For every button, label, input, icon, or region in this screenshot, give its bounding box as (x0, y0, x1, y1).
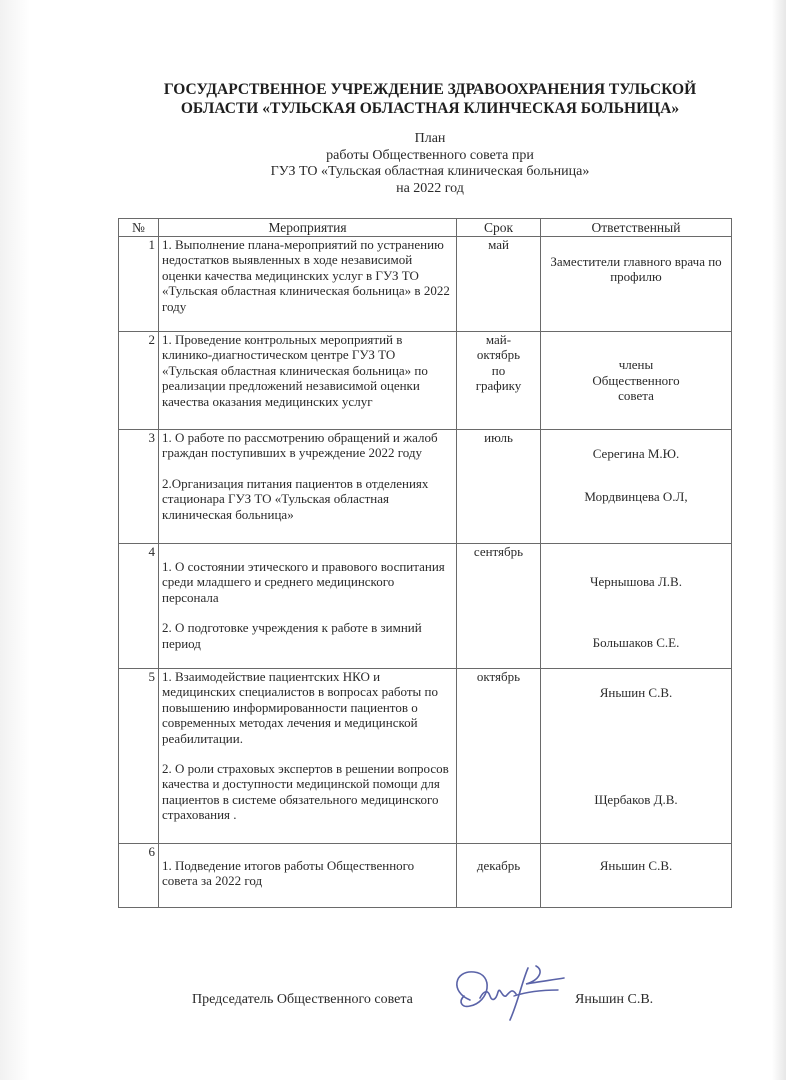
plan-heading (200, 131, 660, 197)
row-responsible (541, 669, 732, 844)
term-line: графику (475, 378, 522, 394)
row-event (159, 237, 457, 332)
responsible-line: члены (618, 357, 654, 373)
responsible-name: Щербаков Д.В. (594, 792, 678, 808)
plan-table (118, 218, 732, 908)
row-number: 2 (119, 332, 159, 430)
row-term: сентябрь (457, 544, 541, 669)
handwritten-signature (440, 962, 570, 1022)
chair-label: Председатель Общественного совета (192, 992, 413, 1007)
scan-shadow-left (0, 0, 30, 1080)
responsible-name: Мордвинцева О.Л, (584, 489, 688, 505)
row-term: май (457, 237, 541, 332)
row-responsible (541, 332, 732, 430)
row-responsible (541, 430, 732, 544)
table-row (119, 669, 732, 844)
row-event (159, 844, 457, 908)
responsible-name: Яньшин С.В. (599, 858, 673, 873)
row-number: 1 (119, 237, 159, 332)
responsible-name: Яньшин С.В. (599, 685, 673, 700)
table-row (119, 332, 732, 430)
row-event (159, 332, 457, 430)
responsible-name: Серегина М.Ю. (592, 446, 680, 461)
term-line: по (491, 362, 506, 378)
event-item: 1. Взаимодействие пациентских НКО и медицинских специалистов в вопросах работы по повышению информированности пациентов о современных методах лечения и медицинской реабилитации. (162, 669, 438, 746)
table-row (119, 237, 732, 332)
row-number: 4 (119, 544, 159, 669)
table-row (119, 844, 732, 908)
term-value: декабрь (476, 858, 521, 873)
event-item: 1. О работе по рассмотрению обращений и жалоб граждан поступивших в учреждение 2022 году (162, 430, 438, 461)
plan-heading-line-4: на 2022 год (396, 180, 464, 196)
row-number: 3 (119, 430, 159, 544)
event-item: 2. О подготовке учреждения к работе в зимний период (162, 620, 422, 651)
header-responsible: Ответственный (541, 219, 732, 237)
term-line: октябрь (476, 347, 521, 363)
row-event (159, 544, 457, 669)
event-item: 1. Подведение итогов работы Общественного совета за 2022 год (162, 858, 415, 889)
row-responsible (541, 237, 732, 332)
responsible-name: Чернышова Л.В. (590, 574, 682, 589)
scan-shadow-right (772, 0, 786, 1080)
plan-heading-line-1: План (414, 131, 446, 146)
row-number: 5 (119, 669, 159, 844)
row-term: октябрь (457, 669, 541, 844)
responsible-line: совета (618, 388, 654, 404)
table-header-row (119, 219, 732, 237)
event-item: 1. О состоянии этического и правового воспитания среди младшего и среднего медицинского персонала (162, 559, 445, 605)
responsible-line: Общественного (592, 372, 680, 388)
row-term: июль (457, 430, 541, 544)
row-event (159, 430, 457, 544)
row-responsible (541, 544, 732, 669)
organization-title-line-1: ГОСУДАРСТВЕННОЕ УЧРЕЖДЕНИЕ ЗДРАВООХРАНЕНИЯ ТУЛЬСКОЙ (163, 81, 697, 98)
event-item: 2.Организация питания пациентов в отделениях стационара ГУЗ ТО «Тульская областная клиническая больница» (162, 475, 429, 522)
header-number: № (119, 219, 159, 237)
header-event: Мероприятия (159, 219, 457, 237)
responsible-name: Большаков С.Е. (592, 635, 680, 651)
organization-title (150, 80, 710, 118)
chair-name: Яньшин С.В. (575, 992, 654, 1007)
table-row (119, 430, 732, 544)
organization-title-line-2: ОБЛАСТИ «ТУЛЬСКАЯ ОБЛАСТНАЯ КЛИНЧЕСКАЯ БОЛЬНИЦА» (180, 100, 680, 117)
plan-heading-line-3: ГУЗ ТО «Тульская областная клиническая больница» (270, 164, 590, 179)
responsible-name: Заместители главного врача по профилю (550, 254, 722, 285)
event-item: 2. О роли страховых экспертов в решении вопросов качества и доступности медицинской помощи для пациентов в системе обязательного медицинского страхования . (162, 761, 449, 823)
row-event (159, 669, 457, 844)
plan-heading-line-2: работы Общественного совета при (326, 147, 534, 163)
header-term: Срок (457, 219, 541, 237)
table-row (119, 544, 732, 669)
row-responsible (541, 844, 732, 908)
term-line: май- (485, 332, 512, 347)
event-item: 1. Выполнение плана-мероприятий по устранению недостатков выявленных в ходе независимой оценки качества медицинских услуг в ГУЗ ТО «Тульская областная клиническая больница» в 2022 году (162, 237, 450, 314)
event-item: 1. Проведение контрольных мероприятий в клинико-диагностическом центре ГУЗ ТО «Тульская областная клиническая больница» по реализации предложений независимой оценки качества оказания медицинских услуг (162, 332, 428, 409)
row-term (457, 844, 541, 908)
row-term (457, 332, 541, 430)
row-number: 6 (119, 844, 159, 908)
